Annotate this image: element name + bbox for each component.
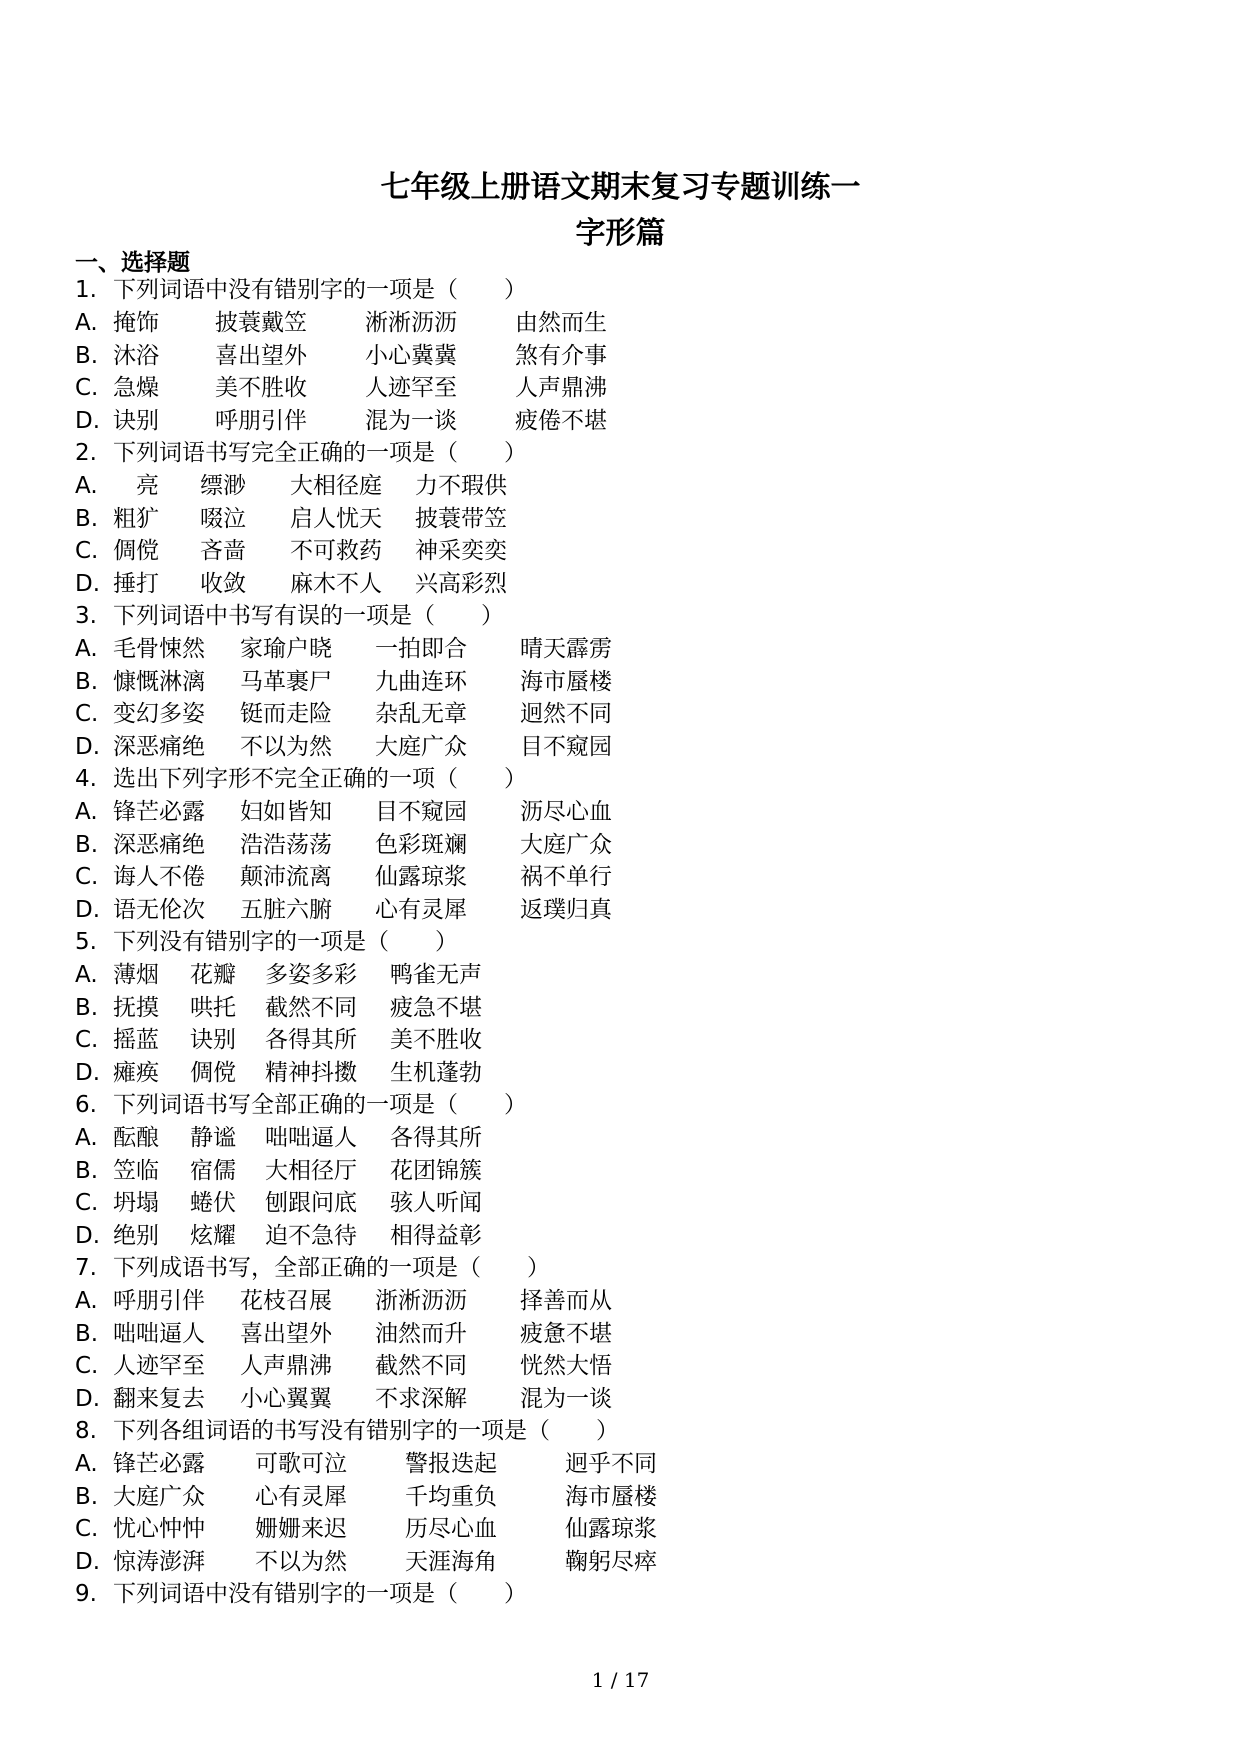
option-word: 慷慨淋漓 [113,668,205,695]
option-letter: A. [75,1125,98,1151]
option-word: 迥然不同 [520,701,612,727]
option-word: 大庭广众 [520,831,612,858]
question-text: 下列词语书写完全正确的一项是（ ） [113,440,527,466]
option-word: 千均重负 [405,1483,497,1510]
question-number: 6. [75,1092,97,1118]
option-letter: B. [75,342,99,369]
question-7 [75,1252,1175,1415]
option-letter: C. [75,1190,99,1216]
option-c [75,698,1175,731]
option-word: 大相径厅 [265,1157,357,1184]
option-word: 诀别 [190,1027,236,1053]
option-letter: D. [75,896,101,923]
option-a [75,1122,1175,1155]
option-word: 不求深解 [375,1385,467,1412]
option-word: 混为一谈 [520,1385,612,1412]
question-6 [75,1089,1175,1252]
option-a [75,1285,1175,1318]
option-word: 坍塌 [113,1190,159,1216]
question-4 [75,763,1175,926]
option-word: 深恶痛绝 [113,831,205,858]
option-word: 倜傥 [190,1059,236,1086]
option-word: 生机蓬勃 [390,1059,482,1086]
option-letter: A. [75,962,98,988]
question-stem [75,600,1175,633]
option-word: 截然不同 [265,994,357,1021]
option-letter: C. [75,375,99,401]
option-letter: A. [75,636,98,662]
option-word: 大庭广众 [113,1483,205,1510]
option-word: 迥乎不同 [565,1451,657,1477]
option-b [75,666,1175,699]
option-word: 颠沛流离 [240,864,332,890]
option-word: 蜷伏 [190,1190,236,1216]
option-word: 喜出望外 [240,1320,332,1347]
option-word: 目不窥园 [520,733,612,760]
option-word: 仙露琼浆 [375,864,467,890]
option-c [75,535,1175,568]
option-word: 截然不同 [375,1353,467,1379]
option-word: 警报迭起 [405,1451,497,1477]
question-8 [75,1415,1175,1578]
option-letter: C. [75,1027,99,1053]
option-d [75,568,1175,601]
option-word: 大相径庭 [290,473,382,499]
option-a [75,307,1175,340]
option-word: 披蓑带笠 [415,505,507,532]
option-word: 人迹罕至 [365,375,457,401]
option-word: 兴高彩烈 [415,570,507,597]
option-letter: D. [75,1059,101,1086]
option-word: 喜出望外 [215,342,307,369]
option-c [75,1024,1175,1057]
option-letter: B. [75,1157,99,1184]
question-number: 3. [75,603,97,629]
question-stem [75,1252,1175,1285]
option-d [75,731,1175,764]
option-word: 小心冀冀 [365,342,457,369]
option-word: 呼朋引伴 [215,407,307,434]
option-letter: A. [75,310,98,336]
option-word: 各得其所 [390,1125,482,1151]
option-letter: B. [75,1483,99,1510]
question-text: 下列词语书写全部正确的一项是（ ） [113,1092,527,1118]
option-word: 人迹罕至 [113,1353,205,1379]
question-list [75,274,1175,1611]
question-stem [75,763,1175,796]
option-word: 呼朋引伴 [113,1288,205,1314]
option-word: 花瓣 [190,962,236,988]
option-word: 静谧 [190,1125,236,1151]
option-word: 变幻多姿 [113,701,205,727]
option-d [75,1057,1175,1090]
option-word: 鸭雀无声 [390,962,482,988]
option-word: 宿儒 [190,1157,236,1184]
option-word: 鞠躬尽瘁 [565,1548,657,1575]
option-word: 由然而生 [515,310,607,336]
option-word: 天涯海角 [405,1548,497,1575]
option-d [75,1383,1175,1416]
option-word: 不可救药 [290,538,382,564]
option-word: 摇蓝 [113,1027,159,1053]
option-d [75,894,1175,927]
option-word: 力不瑕供 [415,473,507,499]
option-b [75,1481,1175,1514]
option-word: 毛骨悚然 [113,636,205,662]
option-word: 九曲连环 [375,668,467,695]
option-word: 倜傥 [113,538,159,564]
option-word: 深恶痛绝 [113,733,205,760]
section-heading: 一、选择题 [75,250,190,276]
question-stem [75,1578,1175,1611]
question-text: 下列词语中没有错别字的一项是（ ） [113,1581,527,1607]
option-a [75,1448,1175,1481]
option-word: 色彩斑斓 [375,831,467,858]
option-letter: A. [75,1288,98,1314]
question-number: 7. [75,1255,97,1281]
question-5 [75,926,1175,1089]
option-word: 花团锦簇 [390,1157,482,1184]
option-word: 忧心忡忡 [113,1516,205,1542]
option-letter: D. [75,407,101,434]
option-word: 可歌可泣 [255,1451,347,1477]
option-word: 杂乱无章 [375,701,467,727]
option-letter: B. [75,505,99,532]
option-c [75,1187,1175,1220]
option-d [75,1220,1175,1253]
option-word: 咄咄逼人 [113,1320,205,1347]
option-word: 捶打 [113,570,159,597]
option-word: 美不胜收 [215,375,307,401]
option-letter: A. [75,1451,98,1477]
option-word: 目不窥园 [375,799,467,825]
option-word: 淅淅沥沥 [365,310,457,336]
question-text: 下列词语中没有错别字的一项是（ ） [113,277,527,303]
option-letter: B. [75,831,99,858]
option-word: 笠临 [113,1157,159,1184]
option-word: 姗姗来迟 [255,1516,347,1542]
question-stem [75,1089,1175,1122]
option-word: 择善而从 [520,1288,612,1314]
option-word: 各得其所 [265,1027,357,1053]
option-b [75,992,1175,1025]
option-letter: B. [75,994,99,1021]
option-word: 薄烟 [113,962,159,988]
option-letter: D. [75,570,101,597]
option-word: 语无伦次 [113,896,205,923]
option-letter: A. [75,473,98,499]
page-number: 1 / 17 [591,1668,650,1692]
option-a [75,633,1175,666]
option-word: 家瑜户晓 [240,636,332,662]
question-number: 9. [75,1581,97,1607]
option-word: 掩饰 [113,310,159,336]
option-word: 不以为然 [240,733,332,760]
option-c [75,372,1175,405]
option-word: 祸不单行 [520,864,612,890]
option-b [75,829,1175,862]
option-word: 刨跟问底 [265,1190,357,1216]
option-a [75,959,1175,992]
document-subtitle: 字形篇 [575,216,666,251]
option-word: 神采奕奕 [415,538,507,564]
option-letter: C. [75,1353,99,1379]
question-number: 8. [75,1418,97,1444]
question-number: 5. [75,929,97,955]
option-word: 铤而走险 [240,701,332,727]
option-word: 翻来复去 [113,1385,205,1412]
question-stem [75,926,1175,959]
question-2 [75,437,1175,600]
question-3 [75,600,1175,763]
option-letter: B. [75,668,99,695]
option-word: 炫耀 [190,1222,236,1249]
question-text: 下列成语书写，全部正确的一项是（ ） [113,1255,550,1281]
option-word: 疲急不堪 [390,994,482,1021]
option-word: 晴天霹雳 [520,636,612,662]
option-c [75,1513,1175,1546]
option-word: 咄咄逼人 [265,1125,357,1151]
option-word: 五脏六腑 [240,896,332,923]
option-word: 沥尽心血 [520,799,612,825]
question-stem [75,437,1175,470]
option-word: 马革裹尸 [240,668,332,695]
option-word: 心有灵犀 [255,1483,347,1510]
question-stem [75,274,1175,307]
option-letter: C. [75,864,99,890]
option-word: 诀别 [113,407,159,434]
option-word: 小心翼翼 [240,1385,332,1412]
option-word: 疲倦不堪 [515,407,607,434]
option-letter: D. [75,733,101,760]
option-word: 不以为然 [255,1548,347,1575]
question-number: 2. [75,440,97,466]
option-word: 花枝召展 [240,1288,332,1314]
option-c [75,1350,1175,1383]
option-letter: D. [75,1385,101,1412]
option-word: 惊涛澎湃 [113,1548,205,1575]
option-a [75,796,1175,829]
question-number: 4. [75,766,97,792]
option-letter: B. [75,1320,99,1347]
option-word: 多姿多彩 [265,962,357,988]
question-text: 下列词语中书写有误的一项是（ ） [113,603,504,629]
option-b [75,1155,1175,1188]
option-b [75,503,1175,536]
option-word: 妇如皆知 [240,799,332,825]
option-word: 收敛 [200,570,246,597]
option-word: 亮 [113,473,159,499]
option-word: 浙淅沥沥 [375,1288,467,1314]
document-title: 七年级上册语文期末复习专题训练一 [380,170,861,205]
option-word: 恍然大悟 [520,1353,612,1379]
option-word: 瘫痪 [113,1059,159,1086]
option-word: 相得益彰 [390,1222,482,1249]
option-d [75,1546,1175,1579]
option-word: 锋芒必露 [113,799,205,825]
option-word: 缥渺 [200,473,246,499]
question-number: 1. [75,277,97,303]
option-word: 绝别 [113,1222,159,1249]
question-9 [75,1578,1175,1611]
option-letter: C. [75,1516,99,1542]
option-word: 啜泣 [200,505,246,532]
option-word: 疲惫不堪 [520,1320,612,1347]
option-word: 浩浩荡荡 [240,831,332,858]
option-word: 粗犷 [113,505,159,532]
option-word: 美不胜收 [390,1027,482,1053]
option-word: 披蓑戴笠 [215,310,307,336]
option-word: 抚摸 [113,994,159,1021]
option-word: 骇人听闻 [390,1190,482,1216]
option-letter: C. [75,538,99,564]
question-text: 下列各组词语的书写没有错别字的一项是（ ） [113,1418,619,1444]
option-word: 大庭广众 [375,733,467,760]
option-b [75,340,1175,373]
option-word: 油然而升 [375,1320,467,1347]
option-b [75,1318,1175,1351]
question-text: 下列没有错别字的一项是（ ） [113,929,458,955]
option-word: 吝啬 [200,538,246,564]
option-letter: C. [75,701,99,727]
option-word: 仙露琼浆 [565,1516,657,1542]
option-word: 酝酿 [113,1125,159,1151]
option-word: 一拍即合 [375,636,467,662]
option-word: 历尽心血 [405,1516,497,1542]
option-c [75,861,1175,894]
option-word: 海市蜃楼 [565,1483,657,1510]
option-word: 诲人不倦 [113,864,205,890]
question-stem [75,1415,1175,1448]
option-word: 心有灵犀 [375,896,467,923]
option-word: 精神抖擞 [265,1059,357,1086]
option-word: 启人忧天 [290,505,382,532]
option-word: 海市蜃楼 [520,668,612,695]
option-letter: D. [75,1548,101,1575]
option-word: 人声鼎沸 [240,1353,332,1379]
option-d [75,405,1175,438]
question-1 [75,274,1175,437]
option-letter: A. [75,799,98,825]
option-word: 返璞归真 [520,896,612,923]
option-word: 人声鼎沸 [515,375,607,401]
option-word: 沐浴 [113,342,159,369]
option-word: 哄托 [190,994,236,1021]
question-text: 选出下列字形不完全正确的一项（ ） [113,766,527,792]
option-a [75,470,1175,503]
option-word: 麻木不人 [290,570,382,597]
option-word: 迫不急待 [265,1222,357,1249]
option-word: 煞有介事 [515,342,607,369]
option-letter: D. [75,1222,101,1249]
option-word: 急燥 [113,375,159,401]
option-word: 锋芒必露 [113,1451,205,1477]
option-word: 混为一谈 [365,407,457,434]
